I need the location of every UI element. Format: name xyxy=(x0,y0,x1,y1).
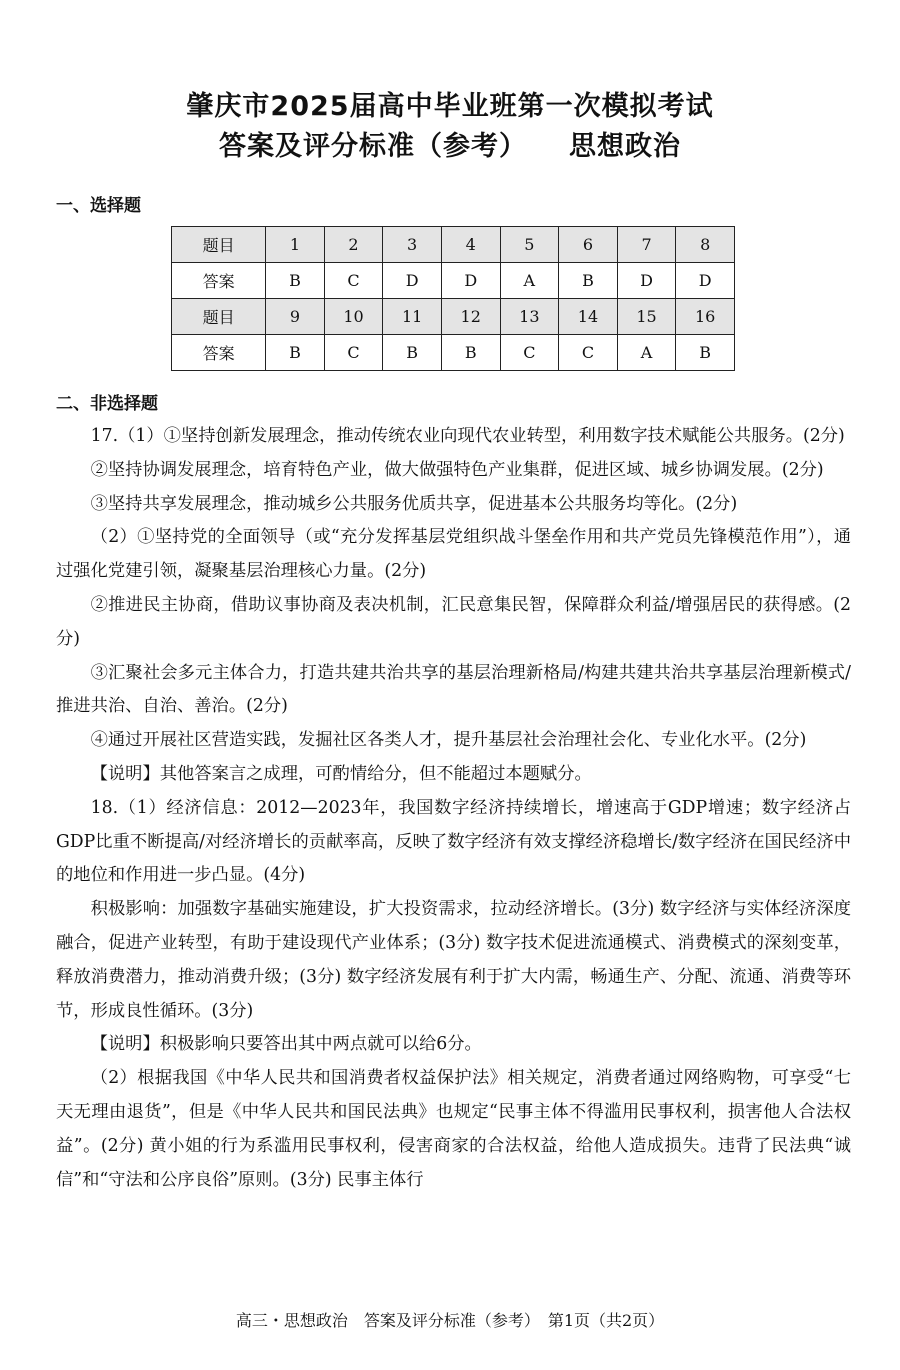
table-row xyxy=(172,263,735,299)
table-cell: B xyxy=(266,263,325,299)
table-cell: 2 xyxy=(324,227,383,263)
row-label: 题目 xyxy=(172,227,266,263)
table-cell: A xyxy=(500,263,559,299)
page-footer: 高三・思想政治 答案及评分标准（参考） 第1页（共2页） xyxy=(235,1311,665,1330)
paragraph-17-1-b: ②坚持协调发展理念，培育特色产业，做大做强特色产业集群，促进区域、城乡协调发展。(2分) xyxy=(90,459,824,480)
answer-table xyxy=(171,226,735,371)
table-row xyxy=(172,335,735,371)
paragraph-17-2-c: ③汇聚社会多元主体合力，打造共建共治共享的基层治理新格局/构建共建共治共享基层治理新模式/推进共治、自治、善治。(2分) xyxy=(56,662,851,717)
table-cell: C xyxy=(559,335,618,371)
paragraph-18-2: （2）根据我国《中华人民共和国消费者权益保护法》相关规定，消费者通过网络购物，可享受“七天无理由退货”，但是《中华人民共和国民法典》也规定“民事主体不得滥用民事权利，损害他人合法权益”。(2分) 黄小姐的行为系滥用民事权利，侵害商家的合法权益，给他人造成损失。违背了民法典“诚信”和“守法和公序良俗”原则。(3分) 民事主体行 xyxy=(56,1068,851,1190)
table-cell: 10 xyxy=(324,299,383,335)
row-label: 答案 xyxy=(172,263,266,299)
table-cell: C xyxy=(500,335,559,371)
table-cell: 5 xyxy=(500,227,559,263)
section-heading-choice: 一、选择题 xyxy=(56,196,141,216)
table-cell: B xyxy=(676,335,735,371)
paragraph-17-1-a: 17.（1）①坚持创新发展理念，推动传统农业向现代农业转型，利用数字技术赋能公共服务。(2分) xyxy=(90,426,845,446)
table-cell: 4 xyxy=(441,227,500,263)
paragraph-17-2-b: ②推进民主协商，借助议事协商及表决机制，汇民意集民智，保障群众利益/增强居民的获得感。(2分) xyxy=(56,594,851,649)
paragraph-17-1-c: ③坚持共享发展理念，推动城乡公共服务优质共享，促进基本公共服务均等化。(2分) xyxy=(90,493,738,514)
table-cell: B xyxy=(266,335,325,371)
row-label: 答案 xyxy=(172,335,266,371)
paragraph-18-1-a: 18.（1）经济信息：2012—2023年，我国数字经济持续增长，增速高于GDP增速；数字经济占GDP比重不断提高/对经济增长的贡献率高，反映了数字经济有效支撑经济稳增长/数字经济在国民经济中的地位和作用进一步凸显。(4分) xyxy=(56,797,851,886)
subtitle-subject: 思想政治 xyxy=(569,131,681,162)
table-cell: 3 xyxy=(383,227,442,263)
table-cell: D xyxy=(617,263,676,299)
table-cell: B xyxy=(559,263,618,299)
table-cell: D xyxy=(441,263,500,299)
table-cell: D xyxy=(383,263,442,299)
document-title: 肇庆市2025届高中毕业班第一次模拟考试 xyxy=(186,91,714,122)
table-cell: 9 xyxy=(266,299,325,335)
table-cell: C xyxy=(324,263,383,299)
document-subtitle xyxy=(0,124,900,163)
table-cell: B xyxy=(441,335,500,371)
paragraph-17-2-a: （2）①坚持党的全面领导（或“充分发挥基层党组织战斗堡垒作用和共产党员先锋模范作用”），通过强化党建引领，凝聚基层治理核心力量。(2分) xyxy=(56,527,851,582)
table-cell: 12 xyxy=(441,299,500,335)
answer-body xyxy=(56,420,851,1197)
table-cell: 7 xyxy=(617,227,676,263)
table-cell: 11 xyxy=(383,299,442,335)
subtitle-answer-key: 答案及评分标准（参考） xyxy=(219,131,527,162)
table-cell: B xyxy=(383,335,442,371)
table-cell: 16 xyxy=(676,299,735,335)
section-heading-open: 二、非选择题 xyxy=(56,394,158,414)
note-17: 【说明】其他答案言之成理，可酌情给分，但不能超过本题赋分。 xyxy=(90,763,592,784)
table-cell: 15 xyxy=(617,299,676,335)
row-label: 题目 xyxy=(172,299,266,335)
table-cell: C xyxy=(324,335,383,371)
note-18: 【说明】积极影响只要答出其中两点就可以给6分。 xyxy=(90,1034,482,1055)
table-cell: 13 xyxy=(500,299,559,335)
paragraph-17-2-d: ④通过开展社区营造实践，发掘社区各类人才，提升基层社会治理社会化、专业化水平。(2分) xyxy=(90,730,807,751)
table-cell: 8 xyxy=(676,227,735,263)
table-cell: A xyxy=(617,335,676,371)
table-cell: 1 xyxy=(266,227,325,263)
table-cell: 6 xyxy=(559,227,618,263)
paragraph-18-1-b: 积极影响：加强数字基础实施建设，扩大投资需求，拉动经济增长。(3分) 数字经济与实体经济深度融合，促进产业转型，有助于建设现代产业体系；(3分) 数字技术促进流通模式、消费模式的深刻变革，释放消费潜力，推动消费升级；(3分) 数字经济发展有利于扩大内需，畅通生产、分配、流通、消费等环节，形成良性循环。(3分) xyxy=(56,899,851,1021)
table-row xyxy=(172,227,735,263)
table-row xyxy=(172,299,735,335)
table-cell: 14 xyxy=(559,299,618,335)
table-cell: D xyxy=(676,263,735,299)
